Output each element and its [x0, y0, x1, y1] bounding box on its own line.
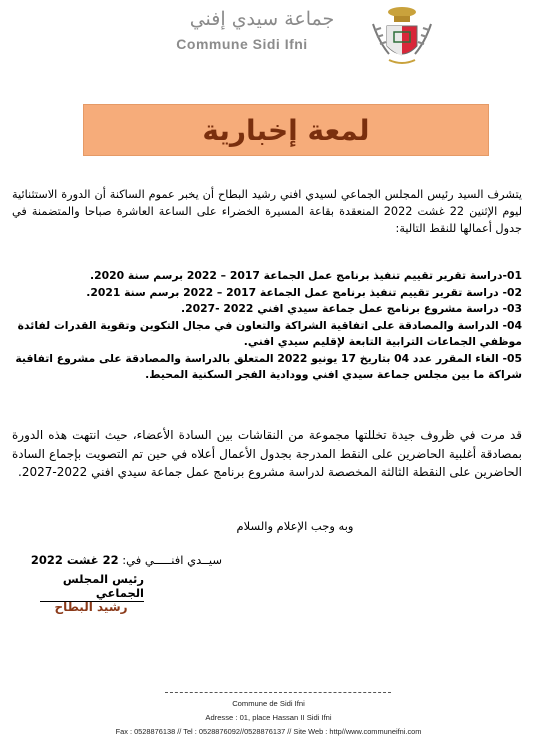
date-value: 22 غشت 2022: [30, 553, 119, 567]
title-banner: [83, 104, 489, 156]
footer-contact: Fax : 0528876138 // Tel : 0528876092//0528876137 // Site Web : http//www.communeifni.com: [115, 727, 422, 736]
footer-commune: Commune de Sidi Ifni: [232, 699, 305, 708]
footer-divider: [165, 692, 391, 693]
conclusion-paragraph: قد مرت في ظروف جيدة تخللتها مجموعة من النقاشات بين السادة الأعضاء، حيث انتهت هذه الدورة بمصادقة أغلبية الحاضرين على النقط المدرجة بجدول الأعمال أعلاه في حين تم التصويت بإجماع السادة الحاضرين على النقطة الثالثة المخصصة لدراسة مشروع برنامج عمل جماعة سيدي افني 2022-2027.: [12, 428, 522, 479]
date-place-label: سيــدي افنـــــي في:: [122, 553, 222, 567]
commune-name-french: Commune Sidi Ifni: [176, 36, 308, 52]
page-title: لمعة إخبارية: [202, 113, 370, 147]
closing-line: وبه وجب الإعلام والسلام: [236, 519, 354, 533]
agenda-item: 05- الغاء المقرر عدد 04 بتاريخ 17 يونيو 2022 المتعلق بالدراسة والمصادقة على مشروع اتفاقية شراكة ما بين مجلس جماعة سيدي افني وودادية الفجر السكنية المحيط.: [15, 351, 522, 381]
agenda-item: 01-دراسة تقرير تقييم تنفيذ برنامج عمل الجماعة 2017 – 2022 برسم سنة 2020.: [89, 269, 522, 282]
president-name: رشيد البطاح: [54, 600, 128, 614]
date-line: [22, 553, 222, 567]
footer-address: Adresse : 01, place Hassan II Sidi Ifni: [205, 713, 332, 722]
commune-emblem-icon: [367, 2, 437, 68]
commune-name-arabic: جماعة سيدي إفني: [189, 8, 335, 30]
agenda-list: [12, 268, 522, 384]
letterhead: [0, 0, 537, 70]
agenda-item: 04- الدراسة والمصادقة على اتفاقية الشراكة والتعاون في مجال التكوين وتقوية القدرات لفائدة موظفي الجماعات الترابية التابعة لإقليم سيدي افني.: [17, 318, 522, 348]
president-title: رئيس المجلس الجماعي: [40, 572, 144, 602]
intro-paragraph: يتشرف السيد رئيس المجلس الجماعي لسيدي افني رشيد البطاح أن يخبر عموم الساكنة أن الدورة الاستثنائية ليوم الإثنين 22 غشت 2022 المنعقدة بقاعة المسيرة الخضراء على الساعة العاشرة صباحا والمتضمنة في جدول أعمالها للنقط التالية:: [12, 188, 523, 235]
agenda-item: 03- دراسة مشروع برنامج عمل جماعة سيدي افني 2022 -2027.: [180, 302, 522, 315]
agenda-item: 02- دراسة تقرير تقييم تنفيذ برنامج عمل الجماعة 2017 – 2022 برسم سنة 2021.: [86, 285, 522, 299]
